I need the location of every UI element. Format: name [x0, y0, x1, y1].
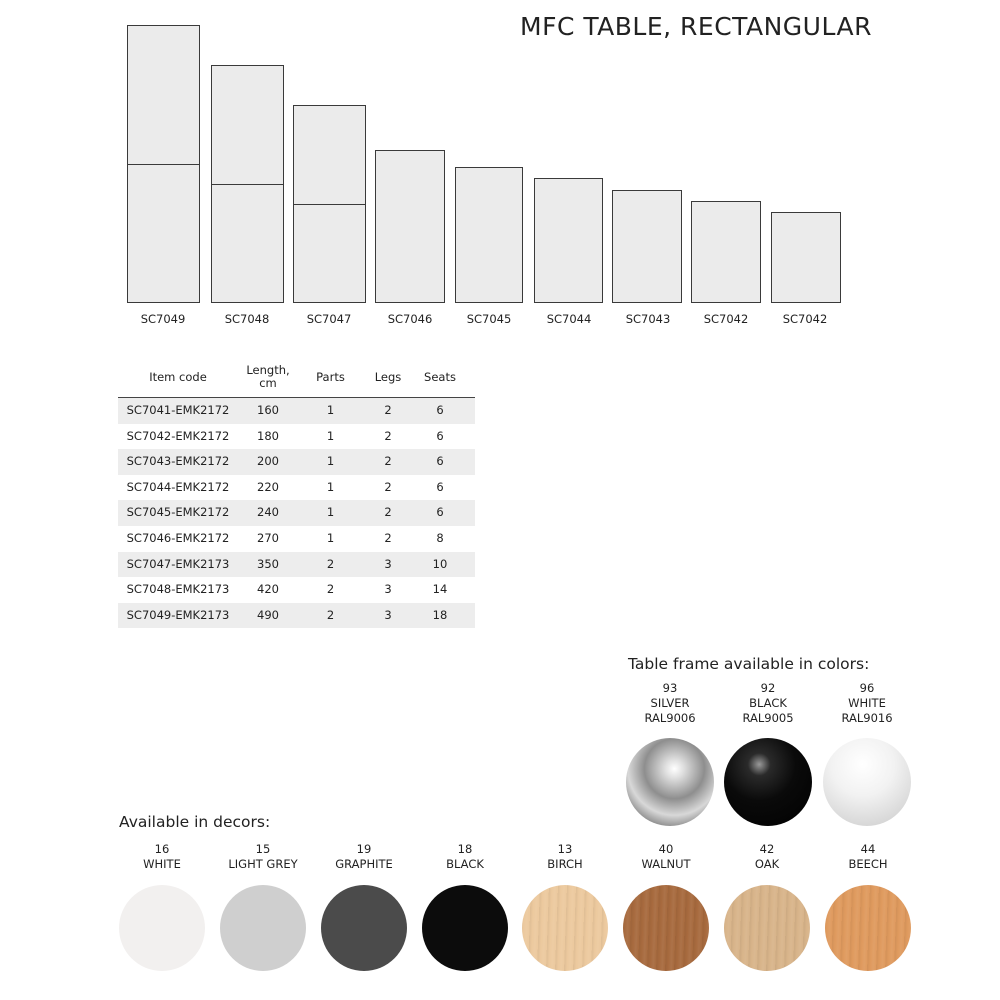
decor-name: BEECH [848, 857, 888, 871]
parts-cell: 1 [326, 403, 335, 417]
seats-cell: 10 [432, 556, 448, 571]
decor-swatch [724, 885, 810, 971]
decor-label [510, 842, 620, 872]
spec-table [118, 360, 475, 628]
table-row [118, 552, 475, 578]
legs-cell: 2 [384, 428, 392, 443]
seats-cell: 6 [436, 479, 444, 494]
length-cell: 490 [257, 607, 279, 622]
header-parts: Parts [316, 370, 345, 384]
item-code-cell: SC7043-EMK2172 [126, 454, 230, 469]
diagram-label: SC7048 [224, 312, 270, 326]
table-top-sc7042b [771, 212, 841, 303]
table-top-sc7045 [455, 167, 523, 303]
legs-cell: 3 [384, 556, 392, 571]
seats-cell: 6 [436, 403, 444, 417]
frame-color-name: WHITE [848, 696, 886, 710]
diagram-label: SC7042 [703, 312, 749, 326]
legs-cell: 2 [384, 403, 392, 417]
length-cell: 240 [257, 505, 279, 520]
item-code-cell: SC7046-EMK2172 [126, 530, 230, 545]
table-row [118, 526, 475, 552]
table-top-sc7044 [534, 178, 603, 303]
table-top-sc7049 [127, 25, 200, 303]
parts-cell: 1 [326, 505, 335, 520]
item-code-cell: SC7048-EMK2173 [126, 582, 230, 597]
seats-cell: 8 [436, 530, 444, 545]
diagram-label: SC7047 [306, 312, 352, 326]
decor-code: 42 [759, 842, 775, 856]
parts-cell: 1 [326, 428, 335, 443]
length-cell: 220 [257, 479, 279, 494]
seats-cell: 6 [436, 454, 444, 469]
decor-label [208, 842, 318, 872]
decor-name: WHITE [143, 857, 181, 871]
decor-name: BLACK [446, 857, 484, 871]
header-seats: Seats [424, 370, 456, 384]
decor-name: LIGHT GREY [228, 857, 298, 871]
length-cell: 350 [257, 556, 279, 571]
table-top-sc7048 [211, 65, 284, 303]
legs-cell: 2 [384, 454, 392, 469]
parts-cell: 1 [326, 454, 335, 469]
item-code-cell: SC7042-EMK2172 [126, 428, 230, 443]
decor-code: 44 [860, 842, 876, 856]
table-top-sc7047 [293, 105, 366, 303]
parts-cell: 2 [326, 607, 335, 622]
seats-cell: 6 [436, 428, 444, 443]
decor-swatch [422, 885, 508, 971]
decor-swatch [220, 885, 306, 971]
decor-code: 13 [557, 842, 573, 856]
legs-cell: 3 [384, 607, 392, 622]
decor-label [813, 842, 923, 872]
decor-swatch [522, 885, 608, 971]
parts-cell: 2 [326, 556, 335, 571]
frame-color-swatch [724, 738, 812, 826]
diagram-label: SC7045 [466, 312, 512, 326]
decor-code: 40 [658, 842, 674, 856]
legs-cell: 2 [384, 505, 392, 520]
table-row [118, 500, 475, 526]
decor-code: 16 [154, 842, 170, 856]
decor-name: WALNUT [641, 857, 691, 871]
diagram-label: SC7049 [140, 312, 186, 326]
legs-cell: 2 [384, 530, 392, 545]
decor-name: BIRCH [547, 857, 583, 871]
frame-color-ral: RAL9006 [644, 711, 696, 725]
header-legs: Legs [374, 370, 402, 384]
item-code-cell: SC7041-EMK2172 [126, 403, 230, 417]
length-cell: 200 [257, 454, 279, 469]
decor-swatch [623, 885, 709, 971]
decor-swatch [321, 885, 407, 971]
length-cell: 270 [257, 530, 279, 545]
table-row [118, 398, 475, 424]
parts-cell: 1 [326, 479, 335, 494]
item-code-cell: SC7049-EMK2173 [126, 607, 230, 622]
length-cell: 420 [257, 582, 279, 597]
table-size-diagram [0, 0, 1000, 340]
frame-color-swatch [823, 738, 911, 826]
decor-name: OAK [754, 857, 780, 871]
parts-cell: 2 [326, 582, 335, 597]
decor-label [309, 842, 419, 872]
decor-label [107, 842, 217, 872]
table-row [118, 475, 475, 501]
frame-color-code: 93 [662, 681, 678, 695]
seats-cell: 18 [432, 607, 448, 622]
decor-name: GRAPHITE [335, 857, 393, 871]
parts-cell: 1 [326, 530, 335, 545]
seats-cell: 14 [432, 582, 448, 597]
frame-colors-title: Table frame available in colors: [628, 655, 870, 673]
table-row [118, 603, 475, 629]
decor-code: 15 [255, 842, 271, 856]
frame-color-label [812, 681, 922, 726]
table-row [118, 424, 475, 450]
diagram-label: SC7046 [387, 312, 433, 326]
decors-title: Available in decors: [119, 813, 271, 831]
frame-color-name: SILVER [650, 696, 690, 710]
frame-color-swatch [626, 738, 714, 826]
table-row [118, 449, 475, 475]
header-length: Length, cm [246, 363, 290, 390]
length-cell: 160 [257, 403, 279, 417]
frame-color-label [615, 681, 725, 726]
decor-label [712, 842, 822, 872]
item-code-cell: SC7044-EMK2172 [126, 479, 230, 494]
diagram-label: SC7043 [625, 312, 671, 326]
frame-color-ral: RAL9016 [841, 711, 893, 725]
table-body [118, 398, 475, 628]
header-item-code: Item code [149, 370, 207, 384]
diagram-label: SC7042 [782, 312, 828, 326]
frame-color-code: 96 [859, 681, 875, 695]
decor-code: 18 [457, 842, 473, 856]
legs-cell: 2 [384, 479, 392, 494]
decor-swatch [825, 885, 911, 971]
table-top-sc7043 [612, 190, 682, 303]
decor-label [410, 842, 520, 872]
frame-color-name: BLACK [749, 696, 787, 710]
frame-color-ral: RAL9005 [742, 711, 794, 725]
decor-code: 19 [356, 842, 372, 856]
seats-cell: 6 [436, 505, 444, 520]
decor-label [611, 842, 721, 872]
table-header [118, 360, 475, 398]
legs-cell: 3 [384, 582, 392, 597]
frame-color-code: 92 [760, 681, 776, 695]
frame-color-label [713, 681, 823, 726]
diagram-label: SC7044 [546, 312, 592, 326]
table-top-sc7042a [691, 201, 761, 303]
item-code-cell: SC7047-EMK2173 [126, 556, 230, 571]
table-top-sc7046 [375, 150, 445, 303]
table-row [118, 577, 475, 603]
length-cell: 180 [257, 428, 279, 443]
page-title: MFC TABLE, RECTANGULAR [520, 12, 872, 41]
item-code-cell: SC7045-EMK2172 [126, 505, 230, 520]
decor-swatch [119, 885, 205, 971]
